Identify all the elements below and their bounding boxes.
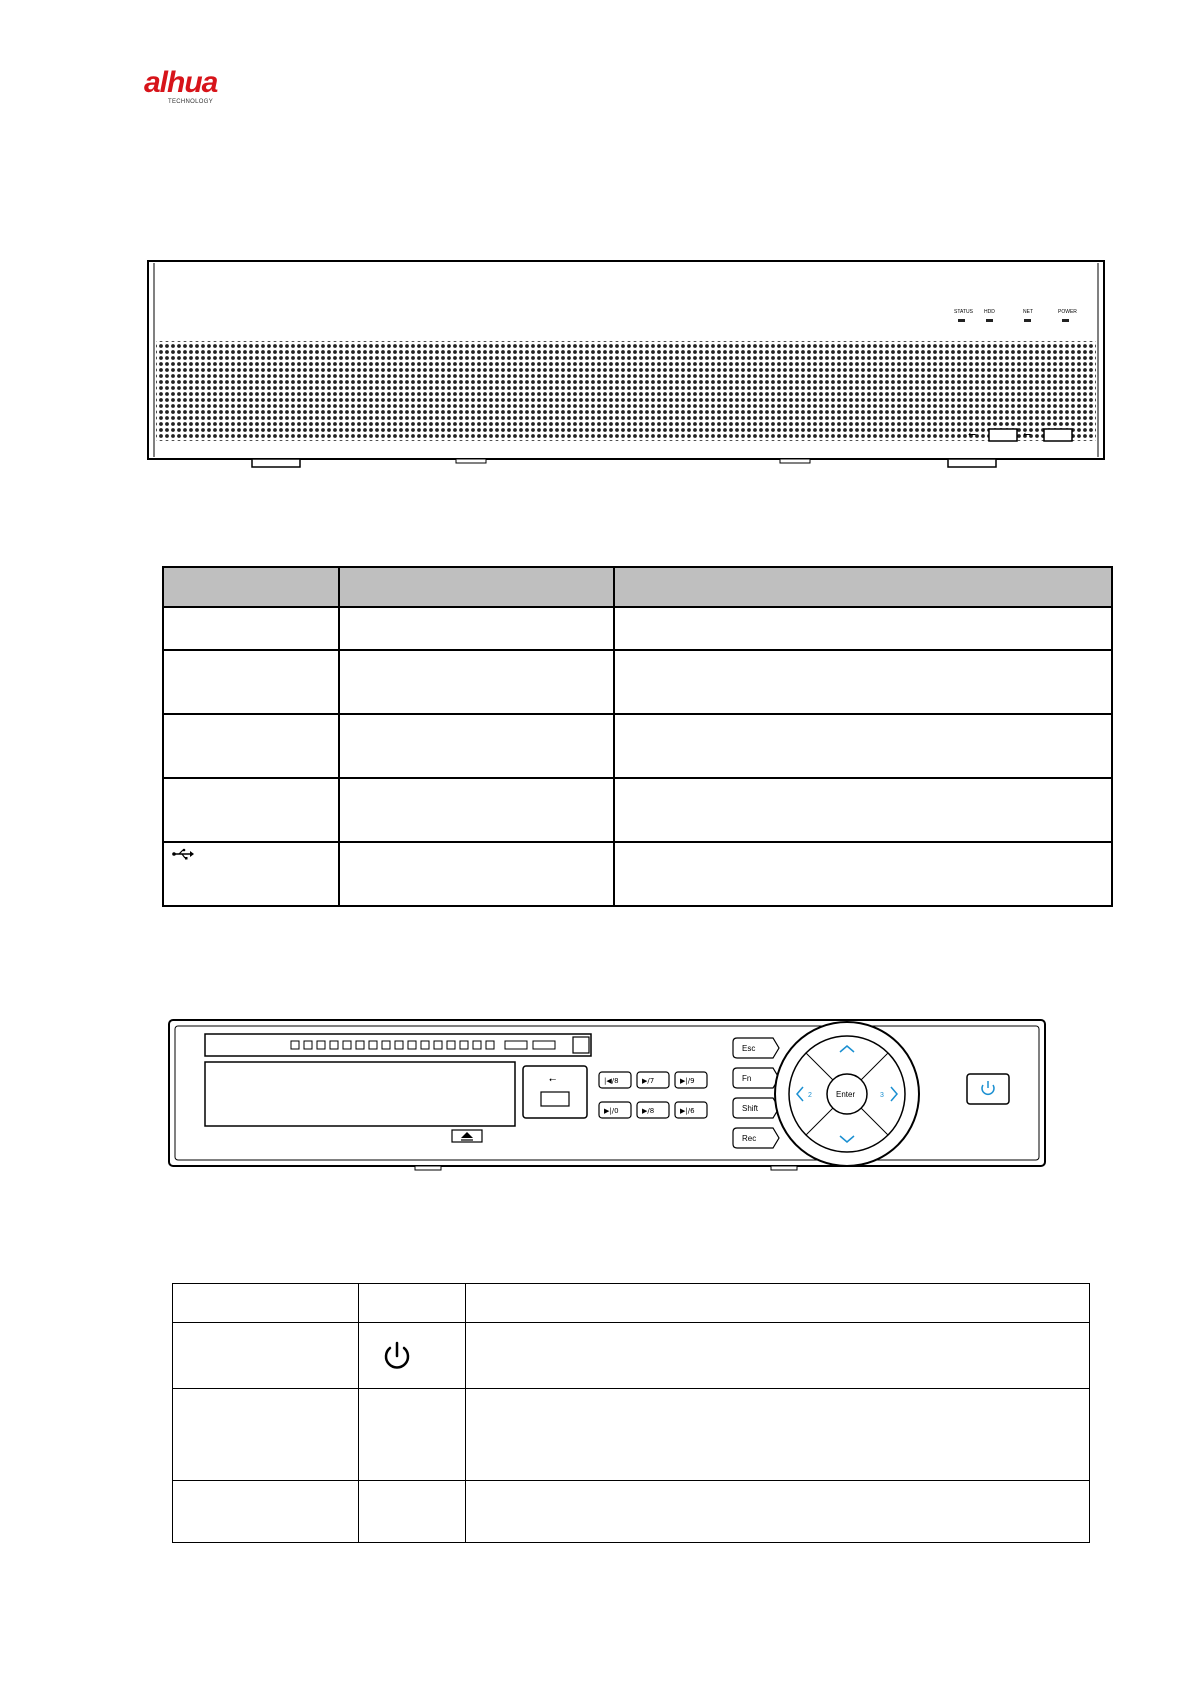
table-row bbox=[173, 1389, 1090, 1481]
right-digit: 3 bbox=[880, 1092, 884, 1099]
device-foot bbox=[780, 459, 810, 463]
table-row bbox=[163, 842, 1112, 906]
indicator-status-label: STATUS bbox=[954, 309, 973, 315]
drive-led bbox=[473, 1041, 481, 1049]
device-keys-drawing bbox=[167, 1018, 1047, 1193]
drive-led bbox=[343, 1041, 351, 1049]
net-led bbox=[1024, 319, 1031, 322]
ir-window bbox=[573, 1037, 589, 1053]
table-cell bbox=[339, 607, 614, 650]
playback-button bbox=[599, 1072, 631, 1088]
table-cell bbox=[163, 714, 339, 778]
usb-port bbox=[989, 429, 1017, 441]
device-foot bbox=[456, 459, 486, 463]
playback-button bbox=[675, 1072, 707, 1088]
playback-button bbox=[675, 1102, 707, 1118]
drive-led bbox=[356, 1041, 364, 1049]
drive-led bbox=[395, 1041, 403, 1049]
table-cell bbox=[173, 1389, 359, 1481]
indicator-net-label: NET bbox=[1023, 309, 1033, 315]
playback-button bbox=[637, 1072, 669, 1088]
table-cell bbox=[614, 842, 1112, 906]
table-cell bbox=[339, 714, 614, 778]
drive-led bbox=[486, 1041, 494, 1049]
table-row bbox=[163, 607, 1112, 650]
drive-led bbox=[460, 1041, 468, 1049]
drive-led bbox=[291, 1041, 299, 1049]
table-cell bbox=[614, 650, 1112, 714]
table-header-cell bbox=[614, 567, 1112, 607]
table-cell bbox=[466, 1323, 1090, 1389]
table-cell bbox=[163, 607, 339, 650]
table-cell bbox=[163, 650, 339, 714]
playback-button bbox=[599, 1102, 631, 1118]
table-row bbox=[163, 650, 1112, 714]
table-header-cell bbox=[163, 567, 339, 607]
device-front-panel-figure bbox=[146, 259, 1106, 471]
device-front-panel-keys-figure bbox=[167, 1018, 1047, 1193]
drive-led bbox=[304, 1041, 312, 1049]
table-row bbox=[163, 778, 1112, 842]
table-header-cell bbox=[173, 1284, 359, 1323]
vent-grid bbox=[156, 341, 1096, 441]
usb-port bbox=[541, 1092, 569, 1106]
device-foot bbox=[948, 459, 996, 467]
table-cell bbox=[339, 842, 614, 906]
playback-label: |◀/8 bbox=[604, 1077, 619, 1085]
function-key-label: Shift bbox=[742, 1104, 759, 1113]
power-button bbox=[967, 1074, 1009, 1104]
usb-port bbox=[1044, 429, 1072, 441]
table-header-cell bbox=[339, 567, 614, 607]
usb-icon: ⭠ bbox=[549, 1075, 557, 1085]
drive-led bbox=[317, 1041, 325, 1049]
device-foot bbox=[771, 1166, 797, 1170]
function-key-label: Fn bbox=[742, 1074, 752, 1083]
playback-label: ▶|/9 bbox=[680, 1077, 695, 1085]
drive-led bbox=[434, 1041, 442, 1049]
drive-led bbox=[330, 1041, 338, 1049]
usb-icon bbox=[172, 848, 194, 860]
playback-label: ▶/8 bbox=[642, 1107, 655, 1115]
playback-button bbox=[637, 1102, 669, 1118]
table-cell bbox=[163, 778, 339, 842]
brand-logo bbox=[136, 66, 256, 110]
power-led bbox=[1062, 319, 1069, 322]
drive-led bbox=[408, 1041, 416, 1049]
function-key bbox=[733, 1098, 779, 1118]
drive-led bbox=[382, 1041, 390, 1049]
status-led bbox=[505, 1041, 527, 1049]
front-panel-keys-table bbox=[172, 1283, 1090, 1543]
table-cell bbox=[614, 778, 1112, 842]
playback-label: ▶/7 bbox=[642, 1077, 655, 1085]
table-cell bbox=[359, 1323, 466, 1389]
drive-led bbox=[447, 1041, 455, 1049]
table-cell bbox=[359, 1389, 466, 1481]
table-cell bbox=[466, 1481, 1090, 1543]
table-cell bbox=[614, 714, 1112, 778]
table-cell bbox=[614, 607, 1112, 650]
usb-icon: ⭠ bbox=[968, 429, 976, 440]
table-row bbox=[173, 1323, 1090, 1389]
drive-led-row bbox=[291, 1041, 555, 1049]
status-led bbox=[958, 319, 965, 322]
table-cell bbox=[339, 650, 614, 714]
table-header-row bbox=[163, 567, 1112, 607]
table-cell bbox=[163, 842, 339, 906]
device-front-panel-drawing bbox=[146, 259, 1106, 471]
status-led bbox=[533, 1041, 555, 1049]
table-cell bbox=[339, 778, 614, 842]
function-key bbox=[733, 1128, 779, 1148]
drive-led bbox=[421, 1041, 429, 1049]
playback-label: ▶|/0 bbox=[604, 1107, 619, 1115]
table-row bbox=[173, 1481, 1090, 1543]
playback-label: ▶|/6 bbox=[680, 1107, 695, 1115]
table-cell bbox=[173, 1481, 359, 1543]
disc-tray bbox=[205, 1062, 515, 1126]
table-cell bbox=[173, 1323, 359, 1389]
left-digit: 2 bbox=[808, 1092, 812, 1099]
usb-icon: ⭠ bbox=[1023, 429, 1031, 440]
table-cell bbox=[359, 1481, 466, 1543]
front-panel-table bbox=[162, 566, 1113, 907]
function-key-label: Esc bbox=[742, 1044, 756, 1053]
function-key-label: Rec bbox=[742, 1134, 757, 1143]
drive-led bbox=[369, 1041, 377, 1049]
function-key bbox=[733, 1038, 779, 1058]
table-cell bbox=[466, 1389, 1090, 1481]
enter-label: Enter bbox=[836, 1090, 856, 1099]
device-foot bbox=[252, 459, 300, 467]
table-header-row bbox=[173, 1284, 1090, 1323]
table-row bbox=[163, 714, 1112, 778]
table-header-cell bbox=[359, 1284, 466, 1323]
indicator-hdd-label: HDD bbox=[984, 309, 995, 315]
function-key bbox=[733, 1068, 779, 1088]
power-icon bbox=[379, 1338, 415, 1374]
hdd-led bbox=[986, 319, 993, 322]
logo-text: alhua bbox=[144, 66, 218, 99]
indicator-power-label: POWER bbox=[1058, 309, 1077, 315]
device-foot bbox=[415, 1166, 441, 1170]
logo-subtext: TECHNOLOGY bbox=[168, 99, 214, 105]
table-header-cell bbox=[466, 1284, 1090, 1323]
